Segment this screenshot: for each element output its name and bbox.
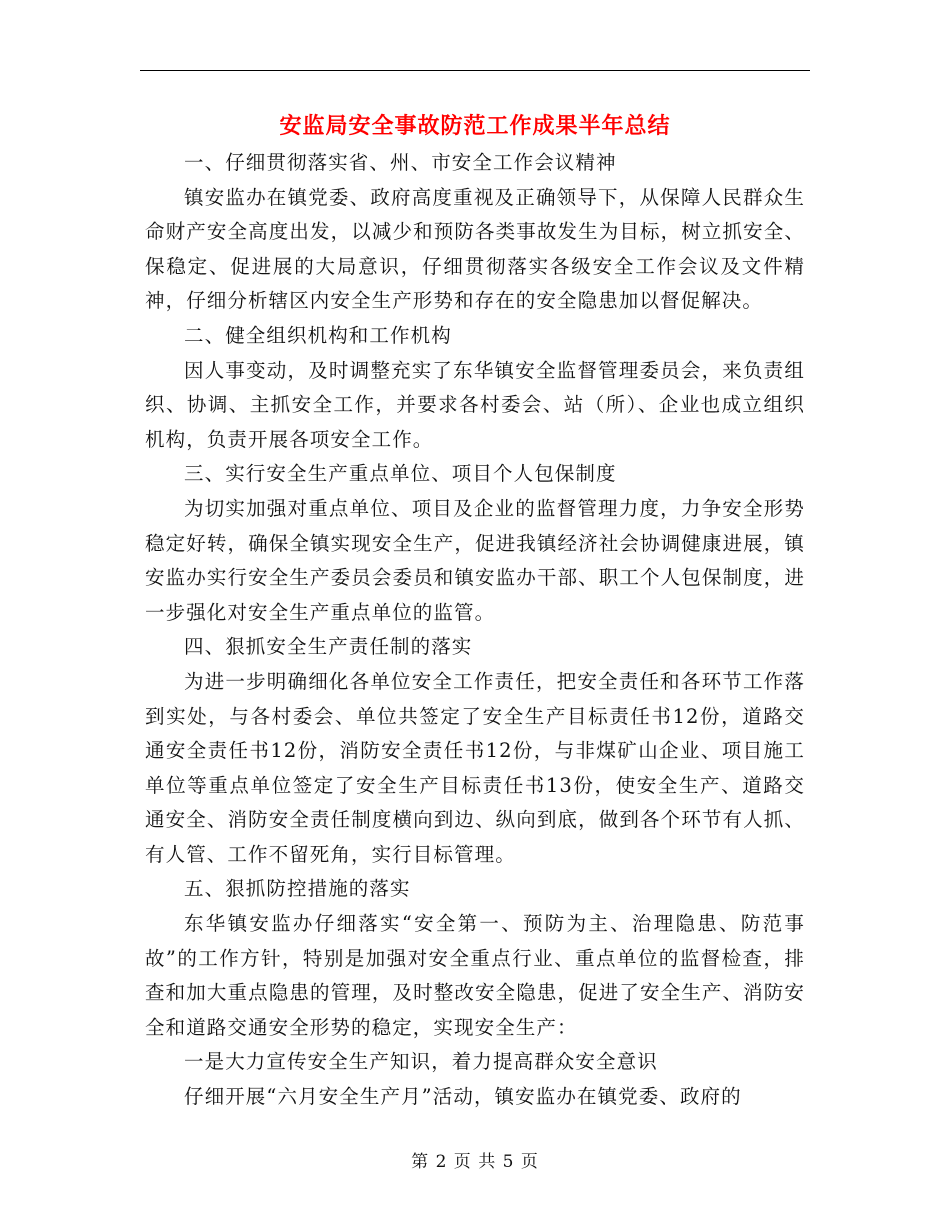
document-body (145, 146, 805, 1115)
section-heading-3: 三、实行安全生产重点单位、项目个人包保制度 (184, 462, 617, 486)
section-paragraph-1: 镇安监办在镇党委、政府高度重视及正确领导下，从保障人民群众生命财产安全高度出发，以减少和预防各类事故发生为目标，树立抓安全、保稳定、促进展的大局意识，仔细贯彻落实各级安全工作会议及文件精神，仔细分析辖区内安全生产形势和存在的安全隐患加以督促解决。 (145, 185, 805, 313)
header-rule (140, 70, 810, 71)
document-title: 安监局安全事故防范工作成果半年总结 (279, 113, 671, 139)
section-paragraph-3: 为切实加强对重点单位、项目及企业的监督管理力度，力争安全形势稳定好转，确保全镇实现安全生产，促进我镇经济社会协调健康进展，镇安监办实行安全生产委员会委员和镇安监办干部、职工个人包保制度，进一步强化对安全生产重点单位的监管。 (145, 496, 805, 624)
section-heading-5: 五、狠抓防控措施的落实 (184, 877, 411, 901)
section-heading-1: 一、仔细贯彻落实省、州、市安全工作会议精神 (184, 151, 617, 174)
section-paragraph-2: 因人事变动，及时调整充实了东华镇安全监督管理委员会，来负责组织、协调、主抓安全工作，并要求各村委会、站（所）、企业也成立组织机构，负责开展各项安全工作。 (145, 358, 805, 451)
subsection-heading-1: 一是大力宣传安全生产知识，着力提高群众安全意识 (184, 1050, 658, 1074)
page-number: 第 2 页 共 5 页 (411, 1152, 539, 1172)
subsection-paragraph-1: 仔细开展“六月安全生产月”活动，镇安监办在镇党委、政府的 (184, 1085, 742, 1109)
section-heading-2: 二、健全组织机构和工作机构 (184, 323, 452, 347)
section-paragraph-5: 东华镇安监办仔细落实“安全第一、预防为主、治理隐患、防范事故”的工作方针，特别是加强对安全重点行业、重点单位的监督检查，排查和加大重点隐患的管理，及时整改安全隐患，促进了安全生产、消防安全和道路交通安全形势的稳定，实现安全生产： (145, 912, 805, 1039)
section-heading-4: 四、狠抓安全生产责任制的落实 (184, 635, 473, 659)
section-paragraph-4: 为进一步明确细化各单位安全工作责任，把安全责任和各环节工作落到实处，与各村委会、单位共签定了安全生产目标责任书12份，道路交通安全责任书12份，消防安全责任书12份，与非煤矿山企业、项目施工单位等重点单位签定了安全生产目标责任书13份，使安全生产、道路交通安全、消防安全责任制度横向到边、纵向到底，做到各个环节有人抓、有人管、工作不留死角，实行目标管理。 (145, 669, 805, 866)
